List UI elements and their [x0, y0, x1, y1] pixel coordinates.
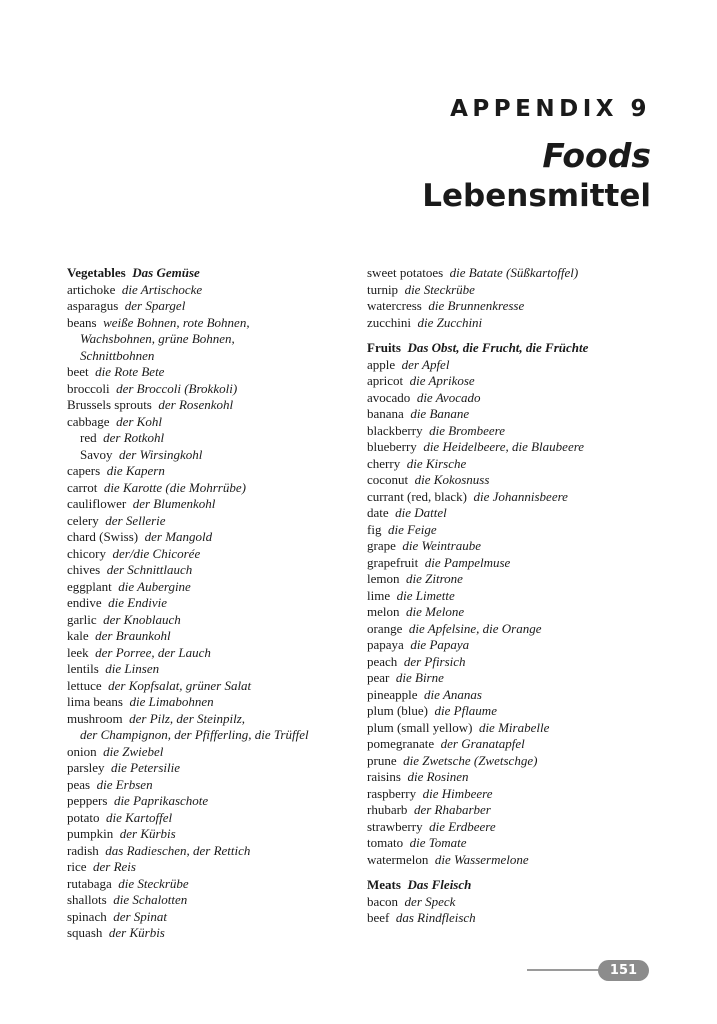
list-item	[67, 678, 352, 695]
vegetable-list-continued	[367, 265, 667, 331]
term-german: die Mirabelle	[478, 719, 550, 735]
page-title-german: Lebensmittel	[422, 178, 651, 214]
term-german: die Kartoffel	[106, 809, 173, 825]
term-german: der Mangold	[144, 529, 213, 544]
term-german: die Steckrübe	[404, 281, 475, 297]
term-english: pomegranate	[367, 736, 435, 751]
term-english: chard (Swiss)	[67, 529, 139, 544]
list-item	[367, 505, 667, 522]
term-german: der Apfel	[401, 356, 450, 372]
term-german: der Kürbis	[119, 826, 176, 841]
term-english: plum (blue)	[367, 703, 429, 718]
term-english: pear	[367, 670, 390, 685]
list-item	[367, 357, 667, 374]
footer-rule	[527, 969, 602, 971]
list-item	[67, 414, 352, 431]
list-item	[367, 703, 667, 720]
section-heading-fruits	[367, 340, 667, 357]
list-item	[67, 381, 352, 398]
list-item	[67, 876, 352, 893]
term-english: grapefruit	[367, 554, 419, 570]
term-german: die Erbsen	[96, 776, 153, 792]
term-english: leek	[67, 644, 89, 660]
term-german: die Limabohnen	[129, 694, 214, 709]
term-german: der Kohl	[116, 413, 162, 429]
term-german: die Tomate	[409, 835, 467, 850]
list-item	[67, 892, 352, 909]
term-german: der Sellerie	[105, 512, 166, 528]
term-english: cabbage	[67, 413, 110, 429]
term-german: die Wassermelone	[434, 851, 529, 867]
term-german: die Schalotten	[113, 892, 188, 907]
term-english: shallots	[67, 892, 107, 907]
term-english: melon	[367, 604, 400, 619]
term-english: pumpkin	[67, 826, 114, 841]
list-item	[67, 925, 352, 942]
term-english: Brussels sprouts	[67, 397, 152, 412]
term-english: turnip	[367, 281, 399, 297]
term-english: plum (small yellow)	[367, 719, 473, 735]
term-german: die Melone	[406, 604, 465, 619]
term-german: die Johannisbeere	[473, 488, 568, 504]
term-english: radish	[67, 842, 99, 858]
term-german: die Brunnenkresse	[428, 298, 525, 313]
meat-list	[367, 894, 667, 927]
list-item	[367, 687, 667, 704]
term-english: banana	[367, 406, 404, 421]
term-english: celery	[67, 512, 99, 528]
term-english: artichoke	[67, 281, 116, 297]
list-item	[67, 562, 352, 579]
term-german: der Rotkohl	[103, 430, 165, 445]
term-english: chives	[67, 562, 101, 577]
list-item	[67, 777, 352, 794]
list-item	[67, 859, 352, 876]
term-english: lime	[367, 587, 391, 603]
fruit-list	[367, 357, 667, 869]
list-item	[67, 711, 352, 728]
term-english: beef	[367, 910, 390, 925]
term-german: der Reis	[92, 859, 136, 874]
term-german: die Kirsche	[406, 455, 467, 471]
list-item	[67, 546, 352, 563]
list-item	[67, 282, 352, 299]
list-item	[367, 819, 667, 836]
term-german: die Pflaume	[434, 703, 497, 718]
term-german: die Petersilie	[111, 760, 180, 775]
list-item	[367, 769, 667, 786]
list-item	[67, 744, 352, 761]
term-english: peppers	[67, 793, 108, 808]
heading-english: Vegetables	[67, 265, 126, 280]
list-item	[367, 315, 667, 332]
list-item	[67, 397, 352, 414]
term-english: apple	[367, 356, 396, 372]
list-item	[367, 753, 667, 770]
term-german: der Rosenkohl	[158, 397, 234, 412]
list-item	[367, 373, 667, 390]
list-item	[67, 645, 352, 662]
term-german: die Zwetsche (Zwetschge)	[403, 752, 538, 768]
list-item	[367, 736, 667, 753]
list-item	[367, 786, 667, 803]
appendix-label: APPENDIX 9	[450, 96, 651, 122]
term-german: die Pampelmuse	[424, 554, 511, 570]
heading-german: Das Obst, die Frucht, die Früchte	[407, 340, 589, 355]
list-item	[367, 802, 667, 819]
term-english: carrot	[67, 479, 98, 495]
term-german: die Himbeere	[422, 785, 493, 801]
term-english: papaya	[367, 637, 404, 652]
entry-continuation: Wachsbohnen, grüne Bohnen,	[80, 331, 235, 346]
term-german: die Steckrübe	[118, 875, 189, 891]
list-item	[367, 538, 667, 555]
term-english: peach	[367, 653, 398, 669]
term-english: chicory	[67, 545, 106, 561]
term-english: strawberry	[367, 818, 423, 834]
list-item	[67, 843, 352, 860]
term-german: der Spinat	[113, 908, 168, 924]
term-german: die Endivie	[108, 595, 167, 610]
term-german: der Wirsingkohl	[119, 446, 203, 462]
term-english: rice	[67, 859, 87, 874]
term-german: der Speck	[404, 893, 456, 909]
term-english: garlic	[67, 611, 97, 627]
term-english: zucchini	[367, 314, 412, 330]
term-german: die Dattel	[395, 505, 447, 520]
term-english: watermelon	[367, 851, 429, 867]
list-item	[367, 720, 667, 737]
list-item	[367, 621, 667, 638]
entry-continuation: der Champignon, der Pfifferling, die Trüffel	[80, 727, 309, 742]
list-item	[67, 447, 352, 464]
term-english: lima beans	[67, 694, 123, 709]
list-item	[67, 595, 352, 612]
term-english: mushroom	[67, 710, 123, 726]
term-english: date	[367, 505, 389, 520]
list-item	[367, 604, 667, 621]
term-german: der Blumenkohl	[132, 496, 216, 511]
page-title-english: Foods	[542, 136, 651, 175]
term-english: orange	[367, 620, 403, 636]
term-english: Savoy	[80, 446, 113, 462]
term-english: beans	[67, 314, 97, 330]
section-heading-meats	[367, 877, 667, 894]
list-item	[67, 694, 352, 711]
term-german: die Ananas	[424, 686, 482, 702]
term-german: die Kapern	[106, 463, 165, 478]
list-item	[67, 909, 352, 926]
term-english: asparagus	[67, 298, 119, 313]
list-item	[367, 298, 667, 315]
term-english: prune	[367, 752, 397, 768]
term-german: die Weintraube	[402, 538, 481, 553]
term-english: blackberry	[367, 422, 423, 438]
term-german: der Porree, der Lauch	[95, 644, 211, 660]
term-german: die Zwiebel	[103, 743, 164, 759]
list-item	[367, 852, 667, 869]
term-german: die Banane	[410, 406, 470, 421]
term-german: die Avocado	[416, 389, 481, 405]
term-german: der Pilz, der Steinpilz,	[129, 710, 246, 726]
term-german: die Aubergine	[118, 578, 191, 594]
list-item	[67, 661, 352, 678]
list-item	[67, 612, 352, 629]
list-item	[367, 265, 667, 282]
left-column	[67, 265, 352, 942]
term-english: lentils	[67, 661, 99, 676]
term-german: die Zitrone	[406, 571, 463, 586]
term-english: grape	[367, 538, 396, 553]
term-english: capers	[67, 463, 101, 478]
term-german: die Rosinen	[407, 769, 469, 784]
list-item	[67, 760, 352, 777]
list-item	[67, 298, 352, 315]
term-german: die Artischocke	[121, 281, 203, 297]
term-english: potato	[67, 809, 100, 825]
list-item	[67, 529, 352, 546]
term-german: die Limette	[396, 587, 455, 603]
term-german: die Rote Bete	[95, 364, 165, 379]
list-item	[367, 654, 667, 671]
term-english: sweet potatoes	[367, 265, 444, 280]
term-german: die Aprikose	[409, 373, 475, 388]
list-item	[367, 555, 667, 572]
term-english: blueberry	[367, 439, 417, 454]
list-item	[367, 637, 667, 654]
list-item	[67, 826, 352, 843]
term-english: kale	[67, 628, 89, 643]
list-item	[367, 282, 667, 299]
list-item	[367, 456, 667, 473]
term-english: raspberry	[367, 785, 417, 801]
term-english: tomato	[367, 835, 404, 850]
term-english: rutabaga	[67, 875, 112, 891]
list-item	[367, 439, 667, 456]
term-german: der Broccoli (Brokkoli)	[116, 380, 238, 396]
term-english: cauliflower	[67, 496, 127, 511]
term-english: apricot	[367, 373, 404, 388]
term-english: peas	[67, 776, 91, 792]
term-english: currant (red, black)	[367, 488, 467, 504]
term-german: die Apfelsine, die Orange	[408, 620, 542, 636]
term-english: raisins	[367, 769, 401, 784]
term-german: die Erdbeere	[429, 818, 496, 834]
term-english: fig	[367, 521, 382, 537]
term-english: parsley	[67, 760, 105, 775]
entry-continuation: Schnittbohnen	[80, 347, 155, 363]
term-english: watercress	[367, 298, 422, 313]
term-english: endive	[67, 595, 102, 610]
list-item	[67, 496, 352, 513]
term-german: weiße Bohnen, rote Bohnen,	[103, 314, 250, 330]
term-english: spinach	[67, 908, 107, 924]
term-english: rhubarb	[367, 802, 408, 817]
term-german: der Kürbis	[108, 925, 165, 940]
term-german: die Zucchini	[417, 314, 483, 330]
term-english: onion	[67, 743, 97, 759]
heading-english: Fruits	[367, 340, 401, 355]
term-german: die Brombeere	[429, 422, 506, 438]
term-german: die Heidelbeere, die Blaubeere	[423, 439, 585, 454]
list-item	[67, 513, 352, 530]
term-german: der Schnittlauch	[106, 562, 193, 577]
list-item	[367, 489, 667, 506]
term-german: der Kopfsalat, grüner Salat	[108, 677, 252, 693]
term-english: squash	[67, 925, 103, 940]
term-german: das Rindfleisch	[395, 910, 476, 925]
list-item	[67, 793, 352, 810]
list-item	[367, 835, 667, 852]
heading-german: Das Gemüse	[132, 265, 200, 280]
term-german: die Linsen	[105, 661, 160, 676]
list-item	[367, 472, 667, 489]
term-german: der Braunkohl	[95, 628, 171, 643]
term-german: der Knoblauch	[103, 611, 181, 627]
list-item	[367, 571, 667, 588]
term-german: die Paprikaschote	[113, 793, 209, 808]
right-column	[367, 265, 667, 927]
list-item	[367, 406, 667, 423]
heading-german: Das Fleisch	[407, 877, 472, 892]
term-german: die Papaya	[410, 637, 470, 652]
term-english: bacon	[367, 893, 399, 909]
term-english: broccoli	[67, 380, 110, 396]
term-english: pineapple	[367, 686, 418, 702]
term-english: cherry	[367, 455, 401, 471]
list-item	[67, 463, 352, 480]
list-item	[67, 480, 352, 497]
term-english: red	[80, 430, 97, 445]
list-item	[67, 810, 352, 827]
term-english: lettuce	[67, 677, 102, 693]
term-english: eggplant	[67, 578, 112, 594]
term-german: die Batate (Süßkartoffel)	[449, 265, 579, 280]
term-german: der Pfirsich	[403, 653, 466, 669]
term-german: die Kokosnuss	[414, 472, 490, 487]
term-german: die Birne	[395, 670, 444, 685]
list-item	[367, 522, 667, 539]
list-item	[367, 670, 667, 687]
vegetable-list	[67, 282, 352, 942]
list-item	[67, 628, 352, 645]
heading-english: Meats	[367, 877, 401, 892]
term-german: der/die Chicorée	[112, 545, 201, 561]
term-german: die Karotte (die Mohrrübe)	[103, 479, 246, 495]
term-german: der Rhabarber	[413, 802, 491, 817]
list-item	[67, 579, 352, 596]
list-item	[367, 423, 667, 440]
term-english: avocado	[367, 389, 411, 405]
term-german: die Feige	[387, 521, 437, 537]
term-german: der Granatapfel	[440, 736, 525, 751]
list-item	[67, 430, 352, 447]
term-german: der Spargel	[124, 298, 186, 313]
list-item	[367, 390, 667, 407]
term-english: coconut	[367, 472, 409, 487]
list-item	[67, 364, 352, 381]
list-item	[367, 910, 667, 927]
list-item	[367, 588, 667, 605]
term-german: das Radieschen, der Rettich	[105, 842, 251, 858]
list-item	[367, 894, 667, 911]
section-heading-vegetables	[67, 265, 352, 282]
list-item	[67, 315, 352, 332]
term-english: beet	[67, 364, 89, 379]
page-number-badge: 151	[598, 960, 649, 981]
term-english: lemon	[367, 571, 400, 586]
